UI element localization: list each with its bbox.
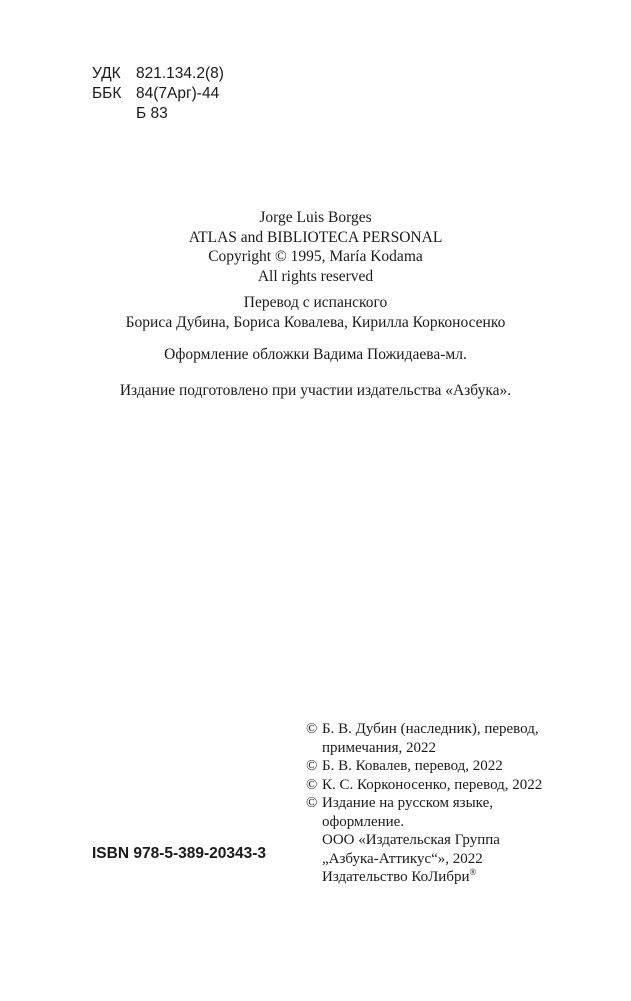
translation-line-1: Перевод с испанского — [243, 294, 388, 311]
author-mark-label — [92, 104, 136, 124]
copyright-symbol: © — [306, 776, 318, 793]
copyright-group-line-2: „Азбука-Аттикус“», 2022 — [322, 850, 483, 867]
copyright-kovalev — [306, 757, 606, 776]
copyright-edition — [306, 794, 606, 887]
copyright-symbol: © — [306, 795, 318, 811]
author-mark-row — [92, 104, 224, 124]
kolibri-text: Издательство КоЛибри — [322, 869, 470, 885]
copyright-kolibri — [322, 868, 606, 887]
classification-codes — [92, 64, 224, 124]
isbn: ISBN 978-5-389-20343-3 — [92, 845, 267, 862]
bbk-row — [92, 84, 224, 104]
original-author: Jorge Luis Borges — [259, 209, 372, 226]
cover-design-credit: Оформление обложки Вадима Пожидаева-мл. — [164, 346, 467, 363]
copyright-korkonosenko-text: К. С. Корконосенко, перевод, 2022 — [322, 776, 543, 793]
translation-credits — [0, 293, 631, 332]
copyright-kovalev-text: Б. В. Ковалев, перевод, 2022 — [322, 758, 503, 774]
original-title: ATLAS and BIBLIOTECA PERSONAL — [188, 228, 443, 246]
copyright-korkonosenko — [306, 776, 606, 795]
udk-value: 821.134.2(8) — [136, 65, 224, 82]
bbk-label: ББК — [92, 85, 122, 102]
original-copyright: Copyright © 1995, María Kodama — [208, 248, 423, 265]
original-edition-info — [0, 208, 631, 286]
copyright-edition-line-1: Издание на русском языке, — [322, 795, 493, 811]
udk-row — [92, 64, 224, 84]
original-rights: All rights reserved — [257, 267, 374, 285]
translation-line-2: Бориса Дубина, Бориса Ковалева, Кирилла Корконосенко — [125, 313, 506, 331]
copyright-dubin-line-2: примечания, 2022 — [322, 739, 436, 756]
copyright-symbol: © — [306, 758, 318, 774]
registered-mark: ® — [469, 867, 477, 877]
copyright-dubin-line-1: Б. В. Дубин (наследник), перевод, — [322, 721, 539, 737]
edition-note: Издание подготовлено при участии издательства «Азбука». — [119, 382, 512, 399]
copyright-symbol: © — [306, 721, 318, 737]
bbk-value: 84(7Арг)-44 — [136, 85, 220, 102]
udk-label: УДК — [92, 65, 121, 82]
copyright-notices — [306, 720, 606, 887]
copyright-dubin — [306, 720, 606, 757]
copyright-group-line-1: ООО «Издательская Группа — [322, 832, 500, 848]
copyright-edition-line-2: оформление. — [322, 813, 405, 830]
author-mark-value: Б 83 — [136, 105, 168, 122]
